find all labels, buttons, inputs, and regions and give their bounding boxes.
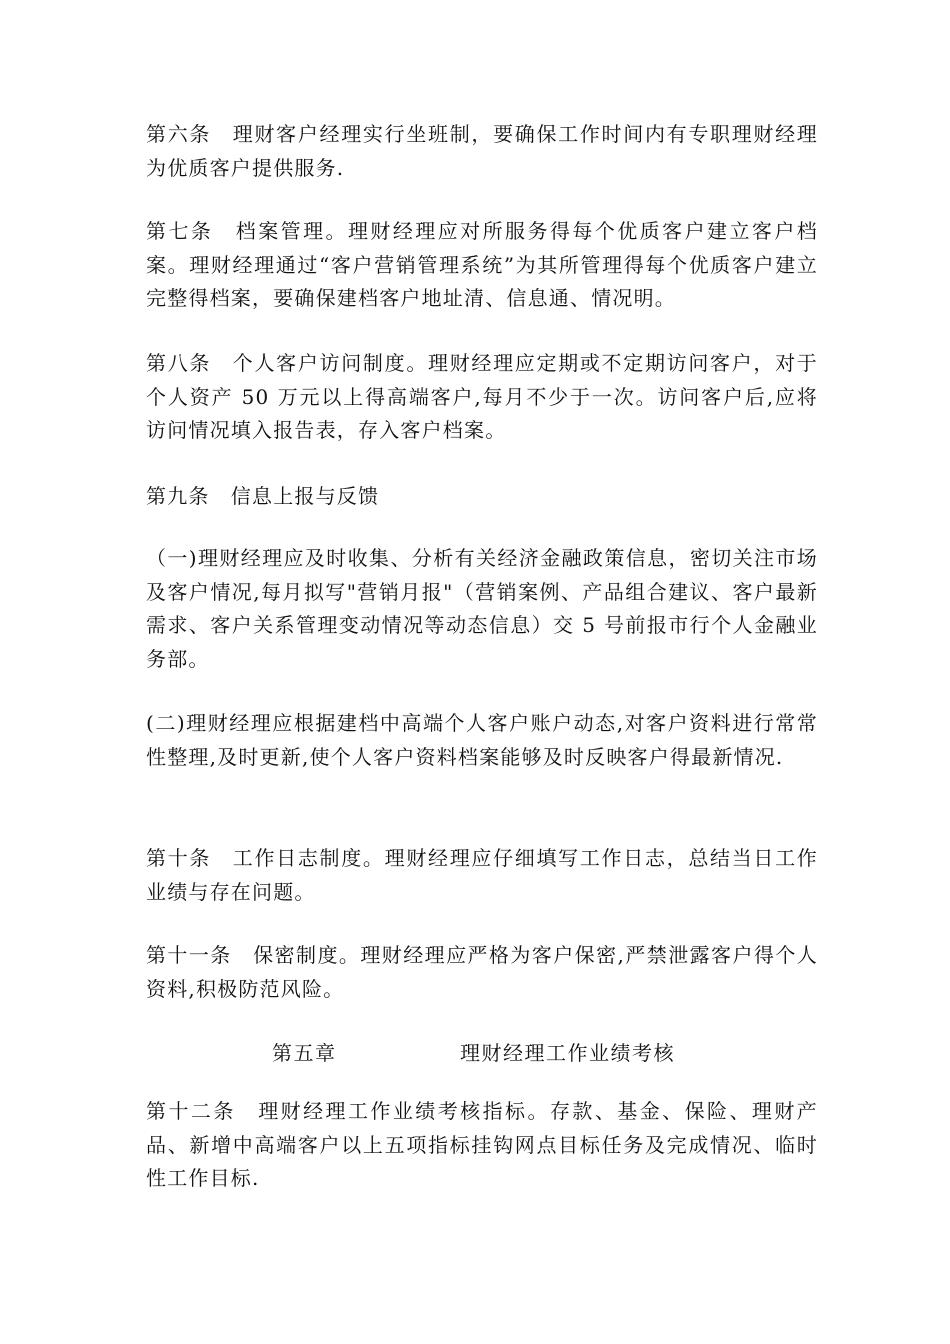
article-8-paragraph: 第八条 个人客户访问制度。理财经理应定期或不定期访问客户，对于个人资产 50 万元以上得高端客户,每月不少于一次。访问客户后,应将访问情况填入报告表，存入客户档案。 bbox=[146, 351, 818, 442]
article-12-paragraph: 第十二条 理财经理工作业绩考核指标。存款、基金、保险、理财产品、新增中高端客户以上五项指标挂钩网点目标任务及完成情况、临时性工作目标. bbox=[146, 1099, 818, 1190]
article-11-paragraph: 第十一条 保密制度。理财经理应严格为客户保密,严禁泄露客户得个人资料,积极防范风险。 bbox=[146, 943, 818, 1001]
article-10-paragraph: 第十条 工作日志制度。理财经理应仔细填写工作日志，总结当日工作业绩与存在问题。 bbox=[146, 846, 818, 904]
article-9-item-2: (二)理财经理应根据建档中高端个人客户账户动态,对客户资料进行常常性整理,及时更新,使个人客户资料档案能够及时反映客户得最新情况. bbox=[146, 711, 818, 769]
article-9-heading: 第九条 信息上报与反馈 bbox=[146, 484, 380, 508]
chapter-number: 第五章 bbox=[272, 1041, 337, 1065]
chapter-heading bbox=[146, 1036, 818, 1070]
chapter-title: 理财经理工作业绩考核 bbox=[460, 1041, 675, 1065]
article-6-paragraph: 第六条 理财客户经理实行坐班制，要确保工作时间内有专职理财经理为优质客户提供服务. bbox=[146, 122, 818, 180]
article-7-paragraph: 第七条 档案管理。理财经理应对所服务得每个优质客户建立客户档案。理财经理通过“客户营销管理系统”为其所管理得每个优质客户建立完整得档案，要确保建档客户地址清、信息通、情况明。 bbox=[146, 219, 818, 310]
article-9-item-1: （一)理财经理应及时收集、分析有关经济金融政策信息，密切关注市场及客户情况,每月拟写"营销月报"（营销案例、产品组合建议、客户最新需求、客户关系管理变动情况等动态信息）交 5 号前报市行个人金融业务部。 bbox=[146, 546, 818, 671]
